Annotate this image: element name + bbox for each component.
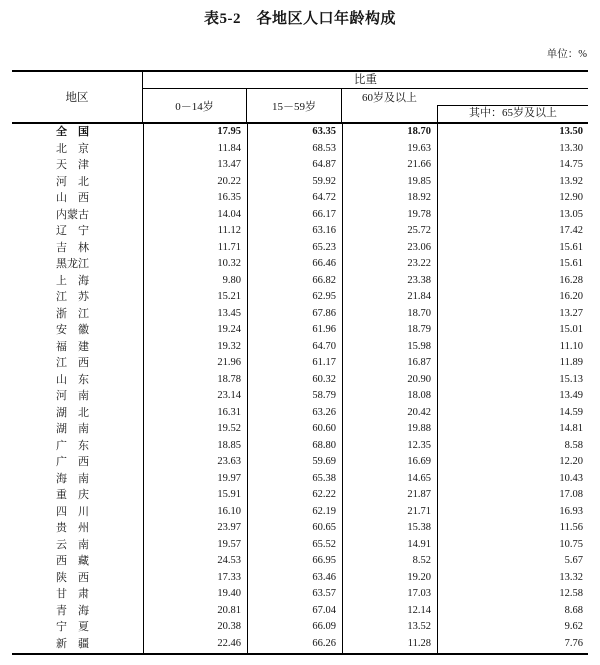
region-name: 湖 北 — [56, 406, 89, 419]
value-cell: 8.68 — [437, 603, 588, 620]
table-row — [12, 438, 588, 455]
value-cell: 14.59 — [437, 405, 588, 422]
header-subcolumns — [143, 89, 588, 122]
region-name: 河 南 — [56, 390, 89, 403]
value-cell: 19.57 — [143, 537, 247, 554]
unit-label: 单位：% — [546, 49, 587, 60]
region-name: 四 川 — [56, 505, 89, 518]
value-cell: 11.84 — [143, 141, 247, 158]
value-cell: 15.98 — [342, 339, 437, 356]
value-cell: 62.95 — [247, 289, 342, 306]
value-cell: 19.85 — [342, 174, 437, 191]
table-row — [12, 421, 588, 438]
header-age-60-group — [342, 89, 588, 122]
header-right-group — [143, 72, 588, 122]
region-name: 湖 南 — [56, 423, 89, 436]
value-cell: 9.80 — [143, 273, 247, 290]
table-row — [12, 388, 588, 405]
table-row — [12, 289, 588, 306]
table-row — [12, 124, 588, 141]
value-cell: 12.20 — [437, 454, 588, 471]
table-row — [12, 355, 588, 372]
value-cell: 20.38 — [143, 619, 247, 636]
value-cell: 19.78 — [342, 207, 437, 224]
value-cell: 17.03 — [342, 586, 437, 603]
value-cell: 11.89 — [437, 355, 588, 372]
value-cell: 18.70 — [342, 124, 437, 141]
table-row — [12, 471, 588, 488]
value-cell: 19.32 — [143, 339, 247, 356]
value-cell: 7.76 — [437, 636, 588, 653]
region-name: 青 海 — [56, 604, 89, 617]
region-name: 浙 江 — [56, 307, 89, 320]
value-cell: 19.63 — [342, 141, 437, 158]
region-name: 海 南 — [56, 472, 89, 485]
value-cell: 20.81 — [143, 603, 247, 620]
table-row — [12, 619, 588, 636]
table-row — [12, 207, 588, 224]
value-cell: 17.33 — [143, 570, 247, 587]
value-cell: 13.30 — [437, 141, 588, 158]
value-cell: 19.20 — [342, 570, 437, 587]
value-cell: 8.52 — [342, 553, 437, 570]
value-cell: 13.47 — [143, 157, 247, 174]
table-row — [12, 504, 588, 521]
table-row — [12, 405, 588, 422]
table-row — [12, 570, 588, 587]
value-cell: 13.32 — [437, 570, 588, 587]
value-cell: 10.75 — [437, 537, 588, 554]
value-cell: 64.87 — [247, 157, 342, 174]
value-cell: 14.81 — [437, 421, 588, 438]
table-row — [12, 306, 588, 323]
value-cell: 18.70 — [342, 306, 437, 323]
value-cell: 22.46 — [143, 636, 247, 653]
region-name: 内蒙古 — [56, 208, 89, 221]
value-cell: 15.01 — [437, 322, 588, 339]
value-cell: 19.52 — [143, 421, 247, 438]
value-cell: 21.84 — [342, 289, 437, 306]
value-cell: 64.70 — [247, 339, 342, 356]
value-cell: 23.14 — [143, 388, 247, 405]
value-cell: 15.13 — [437, 372, 588, 389]
value-cell: 23.63 — [143, 454, 247, 471]
value-cell: 23.22 — [342, 256, 437, 273]
region-name: 西 藏 — [56, 555, 89, 568]
region-name: 河 北 — [56, 175, 89, 188]
table-row — [12, 256, 588, 273]
region-name: 甘 肃 — [56, 588, 89, 601]
value-cell: 14.04 — [143, 207, 247, 224]
value-cell: 59.69 — [247, 454, 342, 471]
value-cell: 23.38 — [342, 273, 437, 290]
region-name: 陕 西 — [56, 571, 89, 584]
value-cell: 66.95 — [247, 553, 342, 570]
value-cell: 16.10 — [143, 504, 247, 521]
header-age-60-plus: 60岁及以上 — [362, 92, 417, 104]
region-name: 山 西 — [56, 192, 89, 205]
value-cell: 67.04 — [247, 603, 342, 620]
region-name: 山 东 — [56, 373, 89, 386]
value-cell: 14.65 — [342, 471, 437, 488]
value-cell: 21.87 — [342, 487, 437, 504]
value-cell: 20.22 — [143, 174, 247, 191]
region-name: 江 苏 — [56, 291, 89, 304]
value-cell: 15.21 — [143, 289, 247, 306]
region-name: 黑龙江 — [56, 258, 89, 271]
table-row — [12, 174, 588, 191]
value-cell: 68.53 — [247, 141, 342, 158]
value-cell: 17.95 — [143, 124, 247, 141]
region-name: 宁 夏 — [56, 621, 89, 634]
header-age-65-plus: 其中：65岁及以上 — [437, 105, 588, 122]
value-cell: 23.06 — [342, 240, 437, 257]
value-cell: 20.42 — [342, 405, 437, 422]
value-cell: 59.92 — [247, 174, 342, 191]
value-cell: 23.97 — [143, 520, 247, 537]
value-cell: 19.40 — [143, 586, 247, 603]
region-name: 江 西 — [56, 357, 89, 370]
value-cell: 13.45 — [143, 306, 247, 323]
value-cell: 63.35 — [247, 124, 342, 141]
value-cell: 5.67 — [437, 553, 588, 570]
value-cell: 14.75 — [437, 157, 588, 174]
table-row — [12, 537, 588, 554]
value-cell: 11.28 — [342, 636, 437, 653]
value-cell: 16.93 — [437, 504, 588, 521]
value-cell: 18.08 — [342, 388, 437, 405]
value-cell: 14.91 — [342, 537, 437, 554]
value-cell: 65.52 — [247, 537, 342, 554]
value-cell: 21.66 — [342, 157, 437, 174]
value-cell: 61.96 — [247, 322, 342, 339]
value-cell: 15.38 — [342, 520, 437, 537]
value-cell: 58.79 — [247, 388, 342, 405]
value-cell: 64.72 — [247, 190, 342, 207]
table-row — [12, 454, 588, 471]
value-cell: 10.43 — [437, 471, 588, 488]
value-cell: 9.62 — [437, 619, 588, 636]
value-cell: 66.46 — [247, 256, 342, 273]
population-age-table — [12, 70, 588, 655]
value-cell: 21.96 — [143, 355, 247, 372]
value-cell: 65.23 — [247, 240, 342, 257]
value-cell: 20.90 — [342, 372, 437, 389]
region-name: 全 国 — [56, 126, 89, 138]
table-row — [12, 322, 588, 339]
value-cell: 19.24 — [143, 322, 247, 339]
value-cell: 16.35 — [143, 190, 247, 207]
value-cell: 24.53 — [143, 553, 247, 570]
value-cell: 62.19 — [247, 504, 342, 521]
table-row — [12, 190, 588, 207]
region-name: 广 西 — [56, 456, 89, 469]
header-age-0-14: 0－14岁 — [143, 89, 247, 122]
value-cell: 19.97 — [143, 471, 247, 488]
value-cell: 18.92 — [342, 190, 437, 207]
value-cell: 18.79 — [342, 322, 437, 339]
value-cell: 66.26 — [247, 636, 342, 653]
value-cell: 63.57 — [247, 586, 342, 603]
value-cell: 17.42 — [437, 223, 588, 240]
table-row — [12, 586, 588, 603]
table-row — [12, 157, 588, 174]
region-name: 广 东 — [56, 439, 89, 452]
value-cell: 66.17 — [247, 207, 342, 224]
value-cell: 8.58 — [437, 438, 588, 455]
region-name: 北 京 — [56, 142, 89, 155]
value-cell: 13.50 — [437, 124, 588, 141]
value-cell: 16.69 — [342, 454, 437, 471]
value-cell: 11.56 — [437, 520, 588, 537]
value-cell: 13.05 — [437, 207, 588, 224]
value-cell: 18.85 — [143, 438, 247, 455]
header-age-15-59: 15－59岁 — [247, 89, 342, 122]
value-cell: 15.61 — [437, 256, 588, 273]
region-name: 福 建 — [56, 340, 89, 353]
value-cell: 13.92 — [437, 174, 588, 191]
region-name: 辽 宁 — [56, 225, 89, 238]
value-cell: 63.26 — [247, 405, 342, 422]
value-cell: 21.71 — [342, 504, 437, 521]
value-cell: 68.80 — [247, 438, 342, 455]
value-cell: 25.72 — [342, 223, 437, 240]
table-row — [12, 553, 588, 570]
value-cell: 13.49 — [437, 388, 588, 405]
value-cell: 60.60 — [247, 421, 342, 438]
header-proportion: 比重 — [143, 72, 588, 89]
value-cell: 12.58 — [437, 586, 588, 603]
region-name: 贵 州 — [56, 522, 89, 535]
value-cell: 66.82 — [247, 273, 342, 290]
value-cell: 12.90 — [437, 190, 588, 207]
value-cell: 10.32 — [143, 256, 247, 273]
value-cell: 15.61 — [437, 240, 588, 257]
value-cell: 60.32 — [247, 372, 342, 389]
region-name: 吉 林 — [56, 241, 89, 254]
table-row — [12, 223, 588, 240]
table-row — [12, 603, 588, 620]
value-cell: 11.71 — [143, 240, 247, 257]
value-cell: 61.17 — [247, 355, 342, 372]
table-row — [12, 273, 588, 290]
table-body — [12, 124, 588, 655]
table-row — [12, 339, 588, 356]
table-row — [12, 520, 588, 537]
value-cell: 16.28 — [437, 273, 588, 290]
table-header — [12, 70, 588, 124]
value-cell: 62.22 — [247, 487, 342, 504]
table-row — [12, 636, 588, 653]
value-cell: 65.38 — [247, 471, 342, 488]
value-cell: 11.10 — [437, 339, 588, 356]
table-title: 表5-2 各地区人口年龄构成 — [204, 11, 396, 27]
table-row — [12, 240, 588, 257]
region-name: 新 疆 — [56, 637, 89, 650]
value-cell: 63.16 — [247, 223, 342, 240]
region-name: 重 庆 — [56, 489, 89, 502]
region-name: 天 津 — [56, 159, 89, 172]
value-cell: 16.87 — [342, 355, 437, 372]
value-cell: 16.20 — [437, 289, 588, 306]
value-cell: 66.09 — [247, 619, 342, 636]
value-cell: 13.52 — [342, 619, 437, 636]
value-cell: 60.65 — [247, 520, 342, 537]
value-cell: 12.14 — [342, 603, 437, 620]
value-cell: 18.78 — [143, 372, 247, 389]
value-cell: 15.91 — [143, 487, 247, 504]
value-cell: 11.12 — [143, 223, 247, 240]
header-region: 地区 — [12, 72, 143, 122]
value-cell: 17.08 — [437, 487, 588, 504]
value-cell: 13.27 — [437, 306, 588, 323]
region-name: 上 海 — [56, 274, 89, 287]
value-cell: 67.86 — [247, 306, 342, 323]
table-row — [12, 372, 588, 389]
value-cell: 16.31 — [143, 405, 247, 422]
region-name: 云 南 — [56, 538, 89, 551]
table-row — [12, 141, 588, 158]
value-cell: 63.46 — [247, 570, 342, 587]
value-cell: 12.35 — [342, 438, 437, 455]
value-cell: 19.88 — [342, 421, 437, 438]
table-row — [12, 487, 588, 504]
region-name: 安 徽 — [56, 324, 89, 337]
